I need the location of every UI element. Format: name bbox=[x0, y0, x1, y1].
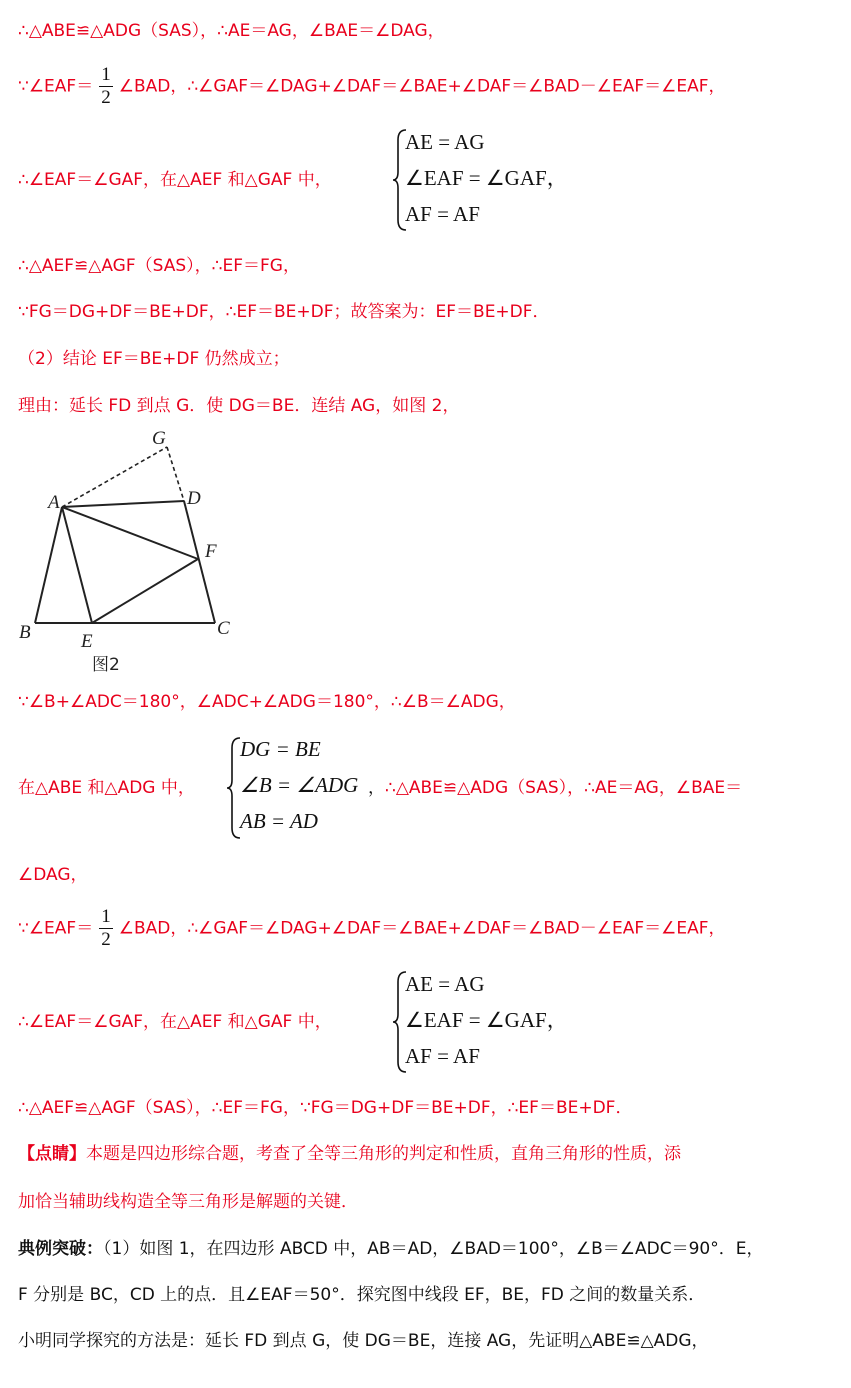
dianjing-text-1: 本题是四边形综合题，考查了全等三角形的判定和性质，直角三角形的性质，添 bbox=[86, 1144, 681, 1164]
proof-line-4: ∴△AEF≌△AGF（SAS），∴EF＝FG， bbox=[18, 256, 300, 276]
proof-line-2 bbox=[18, 64, 726, 109]
label-D: D bbox=[187, 488, 201, 509]
proof-line-11-pre: ∵∠EAF＝ bbox=[18, 918, 94, 939]
system-3-row-1: AE = AG bbox=[405, 972, 485, 996]
system-3-row-2-text: ∠EAF = ∠GAF bbox=[405, 1008, 547, 1032]
figure-2-quadrilateral bbox=[14, 428, 254, 678]
segment-AE bbox=[62, 507, 92, 623]
system-1-row-1: AE = AG bbox=[405, 130, 485, 154]
segment-CD bbox=[184, 501, 215, 623]
dashed-segment-AG bbox=[62, 447, 167, 507]
label-E: E bbox=[81, 631, 93, 652]
proof-line-9-post-text: ∴△ABE≌△ADG（SAS），∴AE＝AG，∠BAE＝ bbox=[385, 778, 743, 798]
dashed-segment-GD bbox=[167, 447, 184, 501]
proof-line-7: 理由：延长 FD 到点 G．使 DG＝BE．连结 AG，如图 2， bbox=[18, 396, 460, 416]
example-line-2: F 分别是 BC，CD 上的点．且∠EAF＝50°．探究图中线段 EF，BE，FD 之间的数量关系． bbox=[18, 1285, 706, 1305]
segment-DA bbox=[62, 501, 184, 507]
proof-line-1: ∴△ABE≌△ADG（SAS），∴AE＝AG，∠BAE＝∠DAG， bbox=[18, 21, 445, 41]
label-F: F bbox=[205, 541, 217, 562]
segment-EF bbox=[92, 559, 198, 623]
system-1-row-2: ∠EAF = ∠GAF， bbox=[405, 166, 568, 190]
proof-line-5: ∵FG＝DG+DF＝BE+DF，∴EF＝BE+DF；故答案为：EF＝BE+DF． bbox=[18, 302, 550, 322]
equation-system-1 bbox=[405, 124, 568, 232]
figure-caption: 图2 bbox=[92, 655, 120, 675]
half-fraction bbox=[99, 64, 113, 109]
system-1-row-2-text: ∠EAF = ∠GAF bbox=[405, 166, 547, 190]
system-3-row-3: AF = AF bbox=[405, 1044, 480, 1068]
proof-line-13: ∴△AEF≌△AGF（SAS），∴EF＝FG，∵FG＝DG+DF＝BE+DF，∴EF＝BE+DF． bbox=[18, 1098, 633, 1118]
proof-line-11 bbox=[18, 906, 726, 951]
equation-system-2 bbox=[240, 731, 358, 839]
system-3-row-2: ∠EAF = ∠GAF， bbox=[405, 1008, 568, 1032]
equation-system-3 bbox=[405, 966, 568, 1074]
system-2-row-2: ∠B = ∠ADG bbox=[240, 773, 359, 797]
label-C: C bbox=[217, 618, 230, 639]
example-line-3: 小明同学探究的方法是：延长 FD 到点 G，使 DG＝BE，连接 AG，先证明△ABE≌△ADG， bbox=[18, 1331, 709, 1351]
system-1-row-3: AF = AF bbox=[405, 202, 480, 226]
dianjing-line-1 bbox=[18, 1143, 681, 1165]
label-A: A bbox=[48, 492, 60, 513]
segment-AF bbox=[62, 507, 198, 559]
label-B: B bbox=[19, 622, 31, 643]
fraction-numerator: 1 bbox=[101, 64, 111, 85]
dianjing-tag: 【点睛】 bbox=[18, 1144, 86, 1164]
example-line-1 bbox=[18, 1238, 763, 1260]
proof-line-9-pre: 在△ABE 和△ADG 中， bbox=[18, 778, 195, 798]
proof-line-10: ∠DAG， bbox=[18, 865, 88, 885]
fraction-denominator-2: 2 bbox=[101, 929, 111, 950]
segment-AB bbox=[35, 507, 62, 623]
proof-line-2-post: ∠BAD，∴∠GAF＝∠DAG+∠DAF＝∠BAE+∠DAF＝∠BAD－∠EAF＝∠EAF， bbox=[118, 76, 726, 97]
example-text-1: （1）如图 1，在四边形 ABCD 中，AB＝AD，∠BAD＝100°，∠B＝∠ADC＝90°．E， bbox=[103, 1239, 764, 1259]
system-2-row-1: DG = BE bbox=[240, 737, 321, 761]
proof-line-12: ∴∠EAF＝∠GAF，在△AEF 和△GAF 中， bbox=[18, 1012, 332, 1032]
proof-line-8: ∵∠B+∠ADC＝180°，∠ADC+∠ADG＝180°，∴∠B＝∠ADG， bbox=[18, 692, 516, 712]
fraction-numerator-2: 1 bbox=[101, 906, 111, 927]
proof-line-6: （2）结论 EF＝BE+DF 仍然成立； bbox=[18, 349, 290, 369]
proof-line-2-pre: ∵∠EAF＝ bbox=[18, 76, 94, 97]
proof-line-3: ∴∠EAF＝∠GAF，在△AEF 和△GAF 中， bbox=[18, 170, 332, 190]
system-2-row-3: AB = AD bbox=[240, 809, 318, 833]
proof-line-11-post: ∠BAD，∴∠GAF＝∠DAG+∠DAF＝∠BAE+∠DAF＝∠BAD－∠EAF＝∠EAF， bbox=[118, 918, 726, 939]
dianjing-line-2: 加恰当辅助线构造全等三角形是解题的关键． bbox=[18, 1192, 358, 1212]
label-G: G bbox=[152, 428, 166, 449]
proof-line-9-post: ，∴△ABE≌△ADG（SAS），∴AE＝AG，∠BAE＝ bbox=[368, 778, 743, 798]
half-fraction-2 bbox=[99, 906, 113, 951]
fraction-denominator: 2 bbox=[101, 87, 111, 108]
example-tag: 典例突破： bbox=[18, 1239, 103, 1259]
